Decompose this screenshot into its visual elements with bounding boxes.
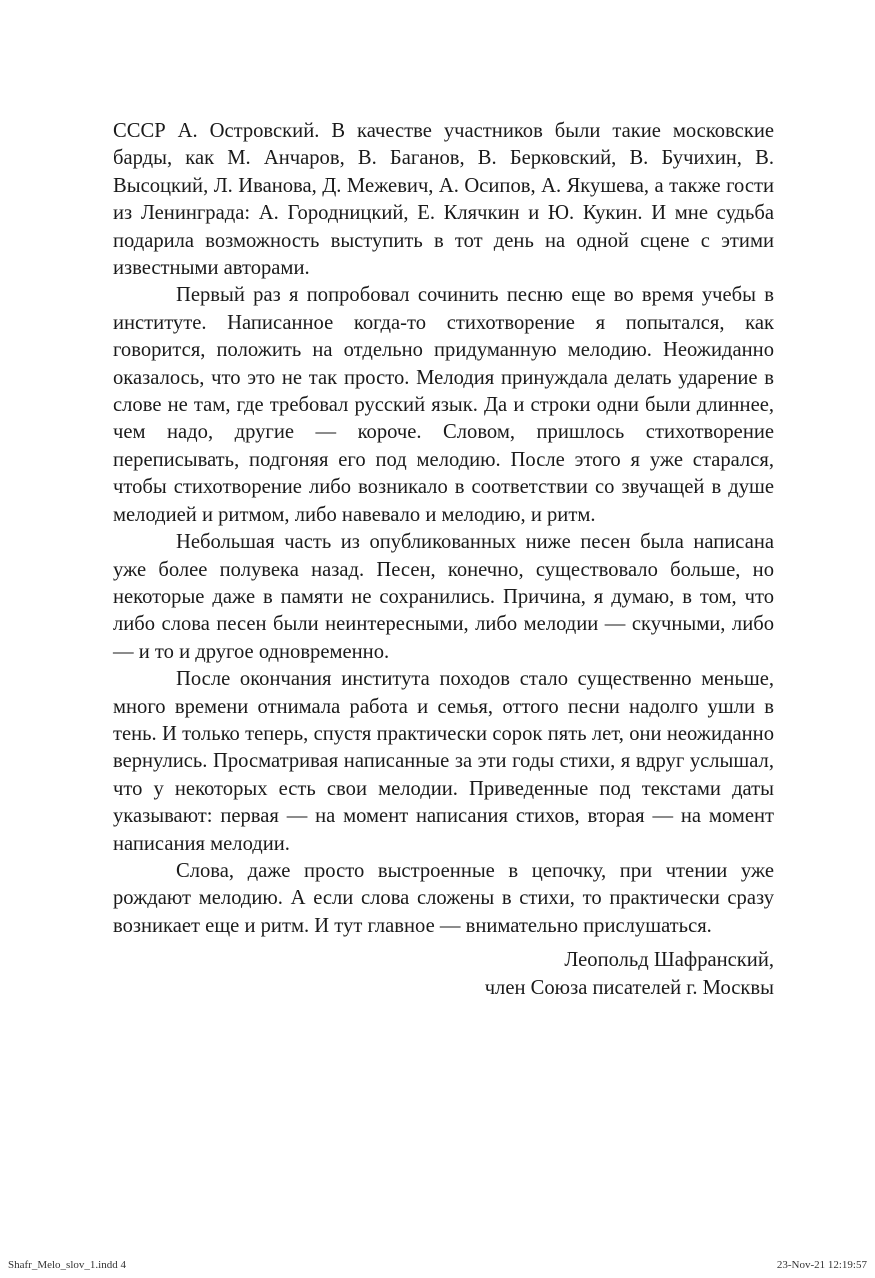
paragraph-1: СССР А. Островский. В качестве участников были такие московские барды, как М. Анчаров, В. Баганов, В. Берковский, В. Бучихин, В. Высоцкий, Л. Иванова, Д. Межевич, А. Осипов, А. Якушева, а также гости из Ленинграда: А. Городницкий, Е. Клячкин и Ю. Кукин. И мне судьба подарила возможность выступить в тот день на одной сцене с этими известными авторами. bbox=[113, 120, 774, 280]
author-name: Леопольд Шафранский, bbox=[564, 949, 774, 972]
footer-file-info: Shafr_Melo_slov_1.indd 4 bbox=[8, 1259, 126, 1271]
signature bbox=[113, 947, 774, 1002]
main-text bbox=[113, 118, 774, 1002]
paragraph-2: Первый раз я попробовал сочинить песню еще во время учебы в институте. Написанное когда-то стихотворение я попытался, как говорится, положить на отдельно придуманную мелодию. Неожиданно оказалось, что это не так просто. Мелодия принуждала делать ударение в слове не там, где требовал русский язык. Да и строки одни были длиннее, чем надо, другие — короче. Словом, пришлось стихотворение переписывать, подгоняя его под мелодию. После этого я уже старался, чтобы стихотворение либо возникало в соответствии со звучащей в душе мелодией и ритмом, либо навевало и мелодию, и ритм. bbox=[113, 284, 774, 526]
author-title: член Союза писателей г. Москвы bbox=[484, 976, 774, 999]
paragraph-5: Слова, даже просто выстроенные в цепочку, при чтении уже рождают мелодию. А если слова сложены в стихи, то практически сразу возникает еще и ритм. И тут главное — внимательно прислушаться. bbox=[113, 859, 774, 937]
paragraph-4: После окончания института походов стало существенно меньше, много времени отнимала работа и семья, оттого песни надолго ушли в тень. И только теперь, спустя практически сорок пять лет, они неожиданно вернулись. Просматривая написанные за эти годы стихи, я вдруг услышал, что у некоторых есть свои мелодии. Приведенные под текстами даты указывают: первая — на момент написания стихов, вторая — на момент написания мелодии. bbox=[113, 668, 774, 855]
footer-timestamp: 23-Nov-21 12:19:57 bbox=[776, 1259, 867, 1271]
paragraph-3: Небольшая часть из опубликованных ниже песен была написана уже более полувека назад. Песен, конечно, существовало больше, но некоторые даже в памяти не сохранились. Причина, я думаю, в том, что либо слова песен были неинтересными, либо мелодии — скучными, либо — и то и другое одновременно. bbox=[113, 531, 774, 663]
